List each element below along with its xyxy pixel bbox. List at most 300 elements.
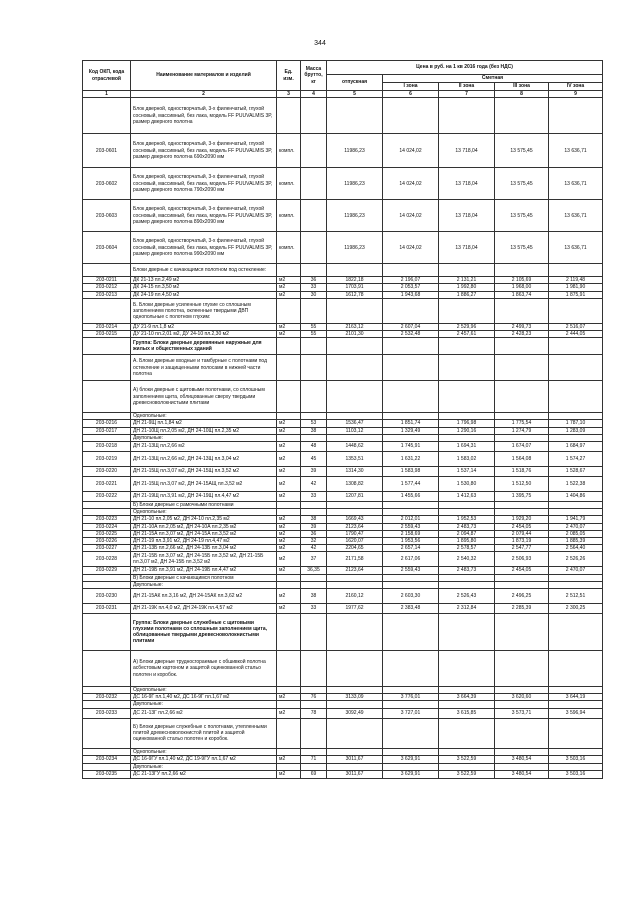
row-mass [301, 651, 327, 687]
row-mass [301, 232, 327, 264]
row-code: 203-0220 [83, 467, 131, 477]
row-zone3-price: 1 395,75 [495, 492, 549, 502]
row-release-price: 11986,23 [327, 168, 383, 200]
row-code: 203-0228 [83, 552, 131, 567]
row-zone1-price: 14 024,02 [383, 232, 439, 264]
row-zone1-price [383, 381, 439, 413]
row-zone2-price [439, 509, 495, 516]
row-code [83, 763, 131, 770]
row-zone1-price: 1 455,66 [383, 492, 439, 502]
row-zone3-price: 2 105,69 [495, 277, 549, 284]
row-unit: компл. [277, 232, 301, 264]
row-zone2-price: 1 537,14 [439, 467, 495, 477]
row-release-price: 3011,67 [327, 755, 383, 763]
row-code: 203-0226 [83, 538, 131, 545]
section-heading-row [83, 338, 603, 355]
row-name: Группа: Блоки дверные служебные с щитовыми глухими полотнами со сплошным заполнением щита, облицованные твердыми древесноволокнистыми плитами [131, 614, 277, 651]
row-zone2-price [439, 701, 495, 708]
row-zone3-price: 2 285,39 [495, 604, 549, 614]
section-heading-row [83, 748, 603, 755]
row-unit [277, 355, 301, 381]
row-code: 203-0211 [83, 277, 131, 284]
row-mass: 38 [301, 427, 327, 434]
row-release-price: 2204,65 [327, 545, 383, 552]
row-name: ДС 16-9ГУ пл.1,40 м2, ДС 19-9ГУ пл.1,67 м2 [131, 755, 277, 763]
row-name: Блок дверной, одностворчатый, 3-х филенчатый, глухой сосновый, массивный, без лака, модель FF PUUVALMIS 3P, размер дверного полотна 790x2090 мм [131, 168, 277, 200]
row-release-price: 2101,30 [327, 331, 383, 338]
row-release-price [327, 651, 383, 687]
row-mass: 39 [301, 467, 327, 477]
row-zone4-price: 1 684,97 [549, 442, 603, 452]
row-zone1-price: 1 631,22 [383, 452, 439, 467]
row-zone2-price [439, 338, 495, 355]
row-zone4-price: 1 981,90 [549, 284, 603, 291]
row-zone3-price [495, 574, 549, 581]
row-code: 203-0218 [83, 442, 131, 452]
row-mass [301, 509, 327, 516]
row-zone3-price: 13 575,45 [495, 168, 549, 200]
row-mass: 53 [301, 420, 327, 427]
header-mass: Масса брутто, кг [301, 61, 327, 91]
section-heading-row [83, 581, 603, 588]
table-row [83, 755, 603, 763]
row-zone3-price: 2 506,93 [495, 552, 549, 567]
row-code [83, 502, 131, 509]
row-mass: 45 [301, 452, 327, 467]
row-mass [301, 434, 327, 441]
row-zone1-price: 1 583,98 [383, 467, 439, 477]
row-code [83, 718, 131, 748]
row-name: Однопольные: [131, 687, 277, 694]
table-row [83, 492, 603, 502]
table-row [83, 545, 603, 552]
row-zone3-price [495, 614, 549, 651]
row-zone3-price: 13 575,45 [495, 134, 549, 168]
section-heading-row [83, 434, 603, 441]
row-release-price [327, 381, 383, 413]
row-code [83, 509, 131, 516]
row-zone4-price [549, 338, 603, 355]
row-unit: м2 [277, 538, 301, 545]
row-mass: 48 [301, 442, 327, 452]
row-mass [301, 763, 327, 770]
row-code: 203-0217 [83, 427, 131, 434]
row-code [83, 98, 131, 134]
row-code: 203-0222 [83, 492, 131, 502]
row-code: 203-0219 [83, 452, 131, 467]
row-name: ДН 21-10Щ пл.2,05 м2, ДН 24-10Щ пл.2,35 м2 [131, 427, 277, 434]
row-zone1-price: 2 158,69 [383, 530, 439, 537]
row-unit: компл. [277, 200, 301, 232]
row-name: ДК 24-15 пл.3,50 м2 [131, 284, 277, 291]
row-zone2-price: 1 412,63 [439, 492, 495, 502]
row-unit: м2 [277, 442, 301, 452]
table-row [83, 604, 603, 614]
row-mass [301, 718, 327, 748]
row-code [83, 264, 131, 277]
row-zone3-price: 1 968,00 [495, 284, 549, 291]
row-name: А) блоки дверные с щитовыми полотнами, со сплошным заполнением щита, облицованные сверху твердыми древесноволокнистыми плитами [131, 381, 277, 413]
row-release-price [327, 748, 383, 755]
header-release: отпускная [327, 75, 383, 91]
column-number: 8 [495, 91, 549, 98]
row-zone1-price: 3 776,01 [383, 694, 439, 701]
row-code: 203-0213 [83, 291, 131, 298]
row-zone2-price [439, 502, 495, 509]
row-release-price: 2160,12 [327, 589, 383, 604]
row-name: ДН 21-15АК пл.3,16 м2, ДН 24-15АК пл.3,62 м2 [131, 589, 277, 604]
header-code: Код ОКП, кода отраслевой [83, 61, 131, 91]
row-release-price: 1703,91 [327, 284, 383, 291]
row-release-price [327, 98, 383, 134]
row-zone2-price: 13 718,04 [439, 134, 495, 168]
table-row [83, 589, 603, 604]
row-release-price [327, 298, 383, 323]
row-zone3-price: 1 674,07 [495, 442, 549, 452]
row-release-price: 1103,12 [327, 427, 383, 434]
section-heading-row [83, 413, 603, 420]
row-code [83, 581, 131, 588]
row-release-price: 11986,23 [327, 134, 383, 168]
column-number: 7 [439, 91, 495, 98]
row-zone1-price: 1 745,91 [383, 442, 439, 452]
table-row [83, 694, 603, 701]
row-code [83, 434, 131, 441]
row-unit: м2 [277, 284, 301, 291]
table-row [83, 134, 603, 168]
row-release-price [327, 614, 383, 651]
row-release-price: 1353,51 [327, 452, 383, 467]
row-zone3-price: 2 454,05 [495, 567, 549, 574]
row-unit: м2 [277, 420, 301, 427]
row-zone3-price [495, 434, 549, 441]
row-unit [277, 581, 301, 588]
row-mass: 33 [301, 284, 327, 291]
row-zone3-price: 2 496,25 [495, 589, 549, 604]
row-name: ДС 16-9Г пл.1,40 м2, ДС 16-9Г пл.1,67 м2 [131, 694, 277, 701]
row-unit: м2 [277, 492, 301, 502]
row-zone4-price: 2 119,48 [549, 277, 603, 284]
row-release-price: 1448,62 [327, 442, 383, 452]
row-zone4-price: 2 085,05 [549, 530, 603, 537]
row-name: Б) Блоки дверные с рамочными полотнами [131, 502, 277, 509]
row-zone2-price [439, 434, 495, 441]
row-zone2-price: 13 718,04 [439, 232, 495, 264]
row-zone2-price [439, 355, 495, 381]
row-zone4-price: 3 503,16 [549, 771, 603, 779]
section-heading-row [83, 509, 603, 516]
header-zone1: I зона [383, 83, 439, 91]
row-unit: м2 [277, 755, 301, 763]
row-mass: 55 [301, 331, 327, 338]
row-name: ДС 21-13ГУ пл.2,66 м2 [131, 771, 277, 779]
row-mass [301, 355, 327, 381]
row-unit: м2 [277, 771, 301, 779]
row-name: Блок дверной, одностворчатый, 3-х филенчатый, глухой сосновый, массивный, без лака, модель FF PUUVALMIS 3P, размер дверного полотна 990x2090 мм [131, 232, 277, 264]
row-name: Однопольные: [131, 413, 277, 420]
section-heading-row [83, 651, 603, 687]
row-zone3-price: 1 512,50 [495, 477, 549, 492]
row-unit [277, 651, 301, 687]
row-release-price [327, 763, 383, 770]
row-release-price: 11986,23 [327, 232, 383, 264]
row-zone2-price: 1 530,80 [439, 477, 495, 492]
row-zone2-price: 13 718,04 [439, 168, 495, 200]
row-zone2-price: 1 290,16 [439, 427, 495, 434]
row-code: 203-0232 [83, 694, 131, 701]
row-zone3-price: 3 573,71 [495, 708, 549, 718]
row-zone2-price: 2 483,73 [439, 567, 495, 574]
row-zone1-price [383, 98, 439, 134]
row-release-price [327, 355, 383, 381]
row-zone3-price [495, 701, 549, 708]
row-zone3-price [495, 651, 549, 687]
header-zone4: IV зона [549, 83, 603, 91]
row-mass [301, 381, 327, 413]
row-zone1-price [383, 355, 439, 381]
section-heading-row [83, 763, 603, 770]
row-zone2-price: 1 895,80 [439, 538, 495, 545]
row-zone1-price [383, 574, 439, 581]
row-mass: 76 [301, 694, 327, 701]
row-mass: 69 [301, 771, 327, 779]
column-number: 1 [83, 91, 131, 98]
table-row [83, 452, 603, 467]
row-unit [277, 502, 301, 509]
row-release-price [327, 264, 383, 277]
row-mass [301, 134, 327, 168]
row-code [83, 298, 131, 323]
row-zone2-price [439, 413, 495, 420]
row-zone3-price: 3 620,60 [495, 694, 549, 701]
row-name: ДН 21-9Щ пл.1,84 м2 [131, 420, 277, 427]
table-row [83, 477, 603, 492]
section-heading-row [83, 98, 603, 134]
row-zone2-price: 2 578,57 [439, 545, 495, 552]
row-unit [277, 718, 301, 748]
row-zone3-price [495, 98, 549, 134]
header-zone3: III зона [495, 83, 549, 91]
row-zone2-price: 2 483,73 [439, 523, 495, 530]
row-zone4-price [549, 381, 603, 413]
section-heading-row [83, 614, 603, 651]
row-mass: 33 [301, 604, 327, 614]
row-zone3-price: 1 775,54 [495, 420, 549, 427]
column-number: 4 [301, 91, 327, 98]
row-unit: м2 [277, 477, 301, 492]
row-code: 203-0233 [83, 708, 131, 718]
row-release-price: 3133,09 [327, 694, 383, 701]
row-code: 203-0601 [83, 134, 131, 168]
row-zone3-price [495, 298, 549, 323]
row-name: Двупольные: [131, 434, 277, 441]
row-code: 203-0235 [83, 771, 131, 779]
row-zone4-price: 1 404,86 [549, 492, 603, 502]
row-mass [301, 338, 327, 355]
row-mass [301, 168, 327, 200]
row-zone4-price: 2 516,07 [549, 323, 603, 330]
row-unit [277, 264, 301, 277]
row-mass: 33 [301, 492, 327, 502]
row-code [83, 651, 131, 687]
row-release-price: 2171,58 [327, 552, 383, 567]
row-release-price [327, 574, 383, 581]
row-zone3-price: 13 575,45 [495, 200, 549, 232]
row-unit: м2 [277, 277, 301, 284]
row-zone1-price [383, 509, 439, 516]
row-zone3-price [495, 381, 549, 413]
row-zone3-price: 1 873,19 [495, 538, 549, 545]
row-zone2-price: 3 664,39 [439, 694, 495, 701]
row-release-price [327, 701, 383, 708]
table-body [83, 98, 603, 779]
row-zone1-price [383, 434, 439, 441]
row-unit: м2 [277, 567, 301, 574]
row-code [83, 701, 131, 708]
row-zone4-price: 2 470,07 [549, 523, 603, 530]
row-unit: м2 [277, 467, 301, 477]
row-mass: 78 [301, 708, 327, 718]
row-zone2-price: 13 718,04 [439, 200, 495, 232]
row-unit [277, 574, 301, 581]
row-name: ДН 21-15А пл.3,07 м2, ДН 24-15А пл.3,52 м2 [131, 530, 277, 537]
row-zone4-price: 2 300,25 [549, 604, 603, 614]
row-zone1-price [383, 748, 439, 755]
row-zone1-price: 2 053,57 [383, 284, 439, 291]
row-name: ДК 21-13 пл.2,49 м2 [131, 277, 277, 284]
row-name: В) Блоки дверные с качающимся полотном [131, 574, 277, 581]
row-name: ДК 24-19 пл.4,50 м2 [131, 291, 277, 298]
row-name: Блок дверной, одностворчатый, 3-х филенчатый, глухой сосновый, массивный, без лака, модель FF PUUVALMIS 3P, размер дверного полотна 690x2090 мм [131, 134, 277, 168]
row-zone2-price: 1 992,80 [439, 284, 495, 291]
row-code: 203-0225 [83, 530, 131, 537]
row-zone4-price [549, 355, 603, 381]
row-zone4-price: 3 644,19 [549, 694, 603, 701]
row-zone3-price [495, 581, 549, 588]
row-zone3-price: 2 547,77 [495, 545, 549, 552]
row-release-price: 2123,64 [327, 567, 383, 574]
row-mass [301, 574, 327, 581]
row-zone4-price [549, 614, 603, 651]
row-mass [301, 687, 327, 694]
table-row [83, 168, 603, 200]
row-mass: 37 [301, 552, 327, 567]
row-zone1-price [383, 581, 439, 588]
row-zone2-price [439, 651, 495, 687]
row-name: ДН 21-13Б пл.2,66 м2, ДН 24-13Б пл.3,04 м2 [131, 545, 277, 552]
row-unit: м2 [277, 694, 301, 701]
row-zone1-price [383, 502, 439, 509]
row-unit [277, 338, 301, 355]
section-heading-row [83, 264, 603, 277]
row-release-price [327, 434, 383, 441]
row-zone2-price: 3 522,59 [439, 771, 495, 779]
row-release-price: 1308,82 [327, 477, 383, 492]
row-zone1-price: 3 727,01 [383, 708, 439, 718]
row-release-price: 1977,62 [327, 604, 383, 614]
row-zone4-price: 13 636,71 [549, 168, 603, 200]
row-zone3-price: 3 480,54 [495, 771, 549, 779]
row-zone2-price: 2 094,87 [439, 530, 495, 537]
section-heading-row [83, 381, 603, 413]
row-zone2-price: 3 615,85 [439, 708, 495, 718]
row-zone1-price: 1 953,56 [383, 538, 439, 545]
row-code: 203-0224 [83, 523, 131, 530]
row-zone3-price: 1 274,79 [495, 427, 549, 434]
row-name: Блок дверной, одностворчатый, 3-х филенчатый, глухой сосновый, массивный, без лака, модель FF PUUVALMIS 3P, размер дверного полотна [131, 98, 277, 134]
row-code: 203-0229 [83, 567, 131, 574]
table-row [83, 427, 603, 434]
row-zone4-price [549, 651, 603, 687]
row-name: ДН 21-15Щ пл.3,07 м2, ДН 24-15Щ пл.3,52 м2 [131, 467, 277, 477]
row-release-price [327, 509, 383, 516]
table-row [83, 442, 603, 452]
row-zone1-price [383, 614, 439, 651]
price-table [82, 60, 603, 779]
table-row [83, 420, 603, 427]
section-heading-row [83, 574, 603, 581]
row-release-price: 2123,64 [327, 523, 383, 530]
row-zone4-price [549, 98, 603, 134]
column-number: 5 [327, 91, 383, 98]
row-zone1-price [383, 264, 439, 277]
row-zone4-price [549, 701, 603, 708]
row-zone2-price: 3 522,59 [439, 755, 495, 763]
row-zone1-price [383, 701, 439, 708]
row-zone1-price: 14 024,02 [383, 200, 439, 232]
row-unit [277, 413, 301, 420]
row-zone2-price [439, 98, 495, 134]
table-row [83, 284, 603, 291]
row-zone4-price: 13 636,71 [549, 200, 603, 232]
row-code [83, 687, 131, 694]
row-code: 203-0223 [83, 516, 131, 523]
row-name: Блок дверной, одностворчатый, 3-х филенчатый, глухой сосновый, массивный, без лака, модель FF PUUVALMIS 3P, размер дверного полотна 890x2090 мм [131, 200, 277, 232]
row-mass [301, 502, 327, 509]
row-zone1-price [383, 687, 439, 694]
row-code [83, 381, 131, 413]
row-zone4-price: 13 636,71 [549, 232, 603, 264]
row-mass: 71 [301, 755, 327, 763]
row-code: 203-0234 [83, 755, 131, 763]
row-unit: компл. [277, 168, 301, 200]
row-unit: компл. [277, 134, 301, 168]
row-code: 203-0603 [83, 200, 131, 232]
table-row [83, 552, 603, 567]
row-unit: м2 [277, 331, 301, 338]
row-name: ДН 21-13Щ пл.2,66 м2 [131, 442, 277, 452]
row-zone3-price: 1 564,08 [495, 452, 549, 467]
row-zone1-price [383, 651, 439, 687]
row-code: 203-0221 [83, 477, 131, 492]
row-zone4-price: 1 885,39 [549, 538, 603, 545]
row-zone3-price [495, 413, 549, 420]
row-unit [277, 434, 301, 441]
row-name: ДН 21-19Б пл.3,91 м2, ДН 24-19Б пл.4,47 м2 [131, 567, 277, 574]
table-row [83, 277, 603, 284]
row-name: Б. Блоки дверные усиленные глухие со сплошным заполнением полотна, оклеенные твердыми ДВП однопольные с полотном глухим: [131, 298, 277, 323]
row-name: Группа: Блоки дверные деревянные наружные для жилых и общественных зданий [131, 338, 277, 355]
table-row [83, 771, 603, 779]
row-release-price: 1207,81 [327, 492, 383, 502]
row-zone1-price: 2 603,30 [383, 589, 439, 604]
row-mass: 30 [301, 291, 327, 298]
row-mass: 32 [301, 538, 327, 545]
row-unit [277, 701, 301, 708]
row-code [83, 355, 131, 381]
row-release-price: 1612,78 [327, 291, 383, 298]
row-unit [277, 381, 301, 413]
